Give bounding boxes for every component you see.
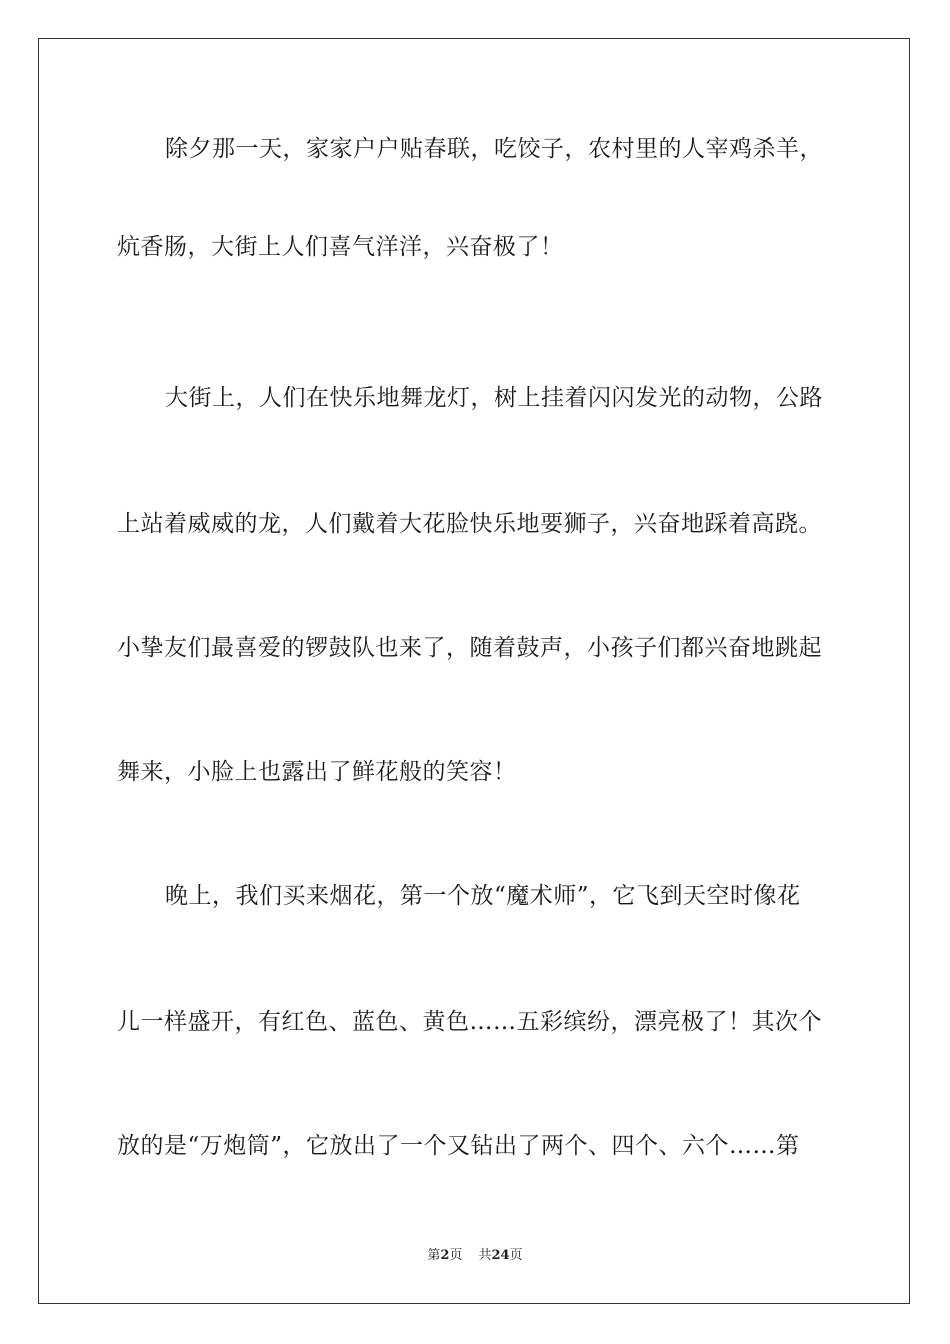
total-prefix: 共 (478, 1248, 492, 1263)
text-line-4: 上站着威威的龙，人们戴着大花脸快乐地要狮子，兴奋地踩着高跷。 (117, 511, 822, 537)
page-prefix: 第 (427, 1248, 441, 1263)
page-frame (38, 38, 910, 1304)
page-suffix: 页 (449, 1248, 463, 1263)
text-line-2: 炕香肠，大街上人们喜气洋洋，兴奋极了！ (117, 234, 564, 260)
text-line-5: 小挚友们最喜爱的锣鼓队也来了，随着鼓声，小孩子们都兴奋地跳起 (117, 635, 822, 661)
page-number: 2 (440, 1248, 450, 1263)
total-pages: 24 (491, 1248, 510, 1263)
text-line-1: 除夕那一天，家家户户贴春联，吃饺子，农村里的人宰鸡杀羊， (165, 136, 823, 162)
text-line-3: 大街上，人们在快乐地舞龙灯，树上挂着闪闪发光的动物，公路 (165, 385, 823, 411)
text-line-9: 放的是“万炮筒”，它放出了一个又钻出了两个、四个、六个……第 (117, 1133, 800, 1159)
text-line-6: 舞来，小脸上也露出了鲜花般的笑容！ (117, 759, 517, 785)
total-suffix: 页 (509, 1248, 523, 1263)
text-line-8: 儿一样盛开，有红色、蓝色、黄色……五彩缤纷，漂亮极了！其次个 (117, 1009, 822, 1035)
text-line-7: 晚上，我们买来烟花，第一个放“魔术师”，它飞到天空时像花 (165, 883, 801, 909)
page-footer (0, 1248, 950, 1264)
